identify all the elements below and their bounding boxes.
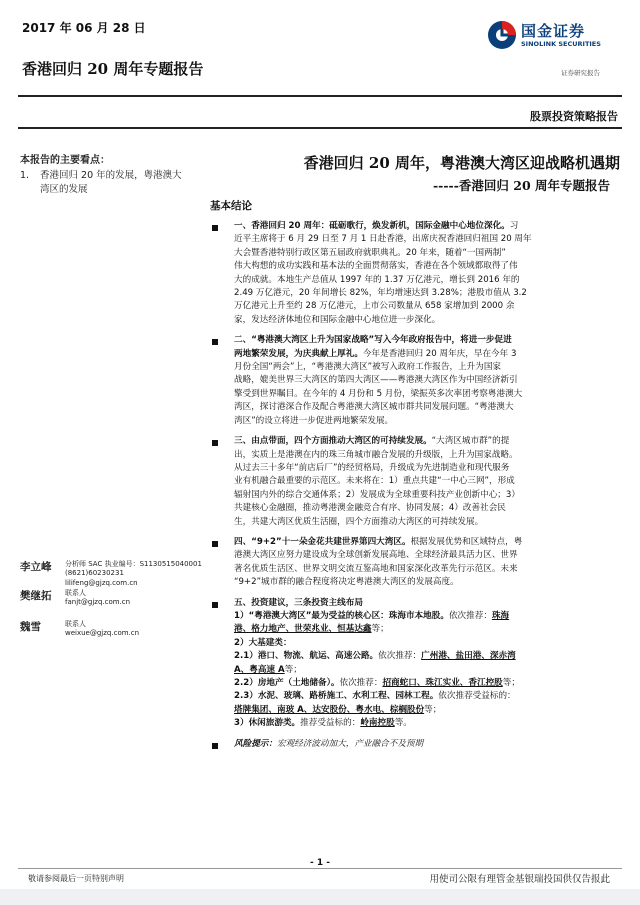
bullet-text: 从过去三十多年“前店后厂”的经贸格局，升级成为先进制造业和现代服务 — [234, 462, 510, 473]
author-sac: 分析师 SAC 执业编号：S1130515040001 — [65, 560, 202, 568]
bullet-text: “大湾区城市群”的提 — [431, 436, 510, 447]
bullet-line — [234, 314, 614, 327]
bullet-text: 习 — [509, 221, 519, 231]
bullet-line — [234, 549, 614, 562]
bullet-text: 塔牌集团、南玻 A、达安股份、粤水电、棕榈股份 — [234, 704, 425, 715]
bullet-line — [234, 247, 614, 260]
bullet-text: 家，发达经济体地位和国际金融中心地位进一步深化。 — [234, 314, 441, 325]
bullet-text: A、粤高速 A — [234, 664, 285, 675]
bullet-text: 1）“粤港澳大湾区”最为受益的核心区：珠海市本地股。 — [234, 610, 449, 621]
bullet-text: 等； — [502, 678, 520, 688]
bullet-text: 著名优质生活区、世界文明交流互鉴高地和国家深化改革先行示范区。未来 — [234, 563, 518, 574]
section-heading: 基本结论 — [210, 200, 252, 212]
bullet-line — [234, 637, 614, 650]
bullet-line — [234, 597, 614, 610]
bullet-line — [234, 690, 614, 703]
bullet-text: 等； — [371, 624, 389, 635]
bullet-text: 2.1）港口、物流、航运、高速公路。 — [234, 651, 379, 662]
bullet-line — [234, 738, 614, 751]
author-email: weixue@gjzq.com.cn — [65, 629, 140, 638]
bullet-line — [234, 502, 614, 515]
bullet-line — [234, 623, 614, 636]
bullet-text: 湾区”的设立将进一步促进两地繁荣发展。 — [234, 415, 394, 426]
footer-divider — [18, 868, 622, 869]
bullet-text: 3）休闲旅游类。 — [234, 718, 301, 729]
bullet-text: 港澳大湾区应努力建设成为全球创新发展高地、全球经济最具活力区、世界 — [234, 550, 518, 561]
bullet-line — [234, 415, 614, 428]
bullet-text: 等。 — [394, 718, 412, 729]
bullet-text: 出，实质上是港澳在内的珠三角城市融合发展的升级版，上升为国家战略。 — [234, 449, 518, 460]
bullet-text: 2）大基建类： — [234, 637, 292, 648]
bullet-line — [234, 536, 614, 549]
author-name: 樊继拓 — [20, 590, 52, 602]
bullet-line — [234, 664, 614, 677]
conclusion-bullet — [210, 597, 614, 731]
footer-disclaimer: 敬请参阅最后一页特别声明 — [28, 874, 124, 883]
bullet-line — [234, 650, 614, 663]
bullet-text: 岭南控股 — [360, 718, 395, 729]
bullet-line — [234, 388, 614, 401]
bullet-line — [234, 334, 614, 347]
bullet-line — [234, 220, 614, 233]
conclusion-bullet — [210, 738, 614, 751]
author-role: 联系人 — [65, 589, 86, 597]
main-title: 香港回归 20 周年，粤港澳大湾区迎战略机遇期 — [303, 154, 620, 172]
header-divider-2 — [18, 127, 622, 129]
bullet-line — [234, 233, 614, 246]
main-subtitle: -----香港回归 20 周年专题报告 — [432, 178, 610, 193]
conclusion-bullet — [210, 334, 614, 428]
bullet-text: 擎受到世界瞩目。在今年的 4 月份和 5 月份，梁振英多次率团考察粤港澳大 — [234, 388, 523, 399]
bullet-text: 宏观经济波动加大，产业融合不及预期 — [276, 738, 424, 749]
bullet-text: 辐射国内外的综合交通体系；2）发展成为全球重要科技产业创新中心；3） — [234, 489, 520, 500]
sidebar-item — [20, 169, 188, 198]
bullet-line — [234, 260, 614, 273]
bullet-text: 湾区，探讨港深合作及配合粤港澳大湾区城市群共同发展问题。“粤港澳大 — [234, 402, 514, 413]
bullet-line — [234, 610, 614, 623]
bullet-text: 依次推荐： — [378, 651, 422, 662]
bullet-text: 珠海 — [491, 610, 510, 621]
bullet-text: 近平主席将于 6 月 29 日至 7 月 1 日赴香港，出席庆祝香港回归祖国 20 周年 — [234, 234, 532, 245]
bullet-text: 五、投资建议，三条投资主线布局 — [234, 597, 363, 608]
bullet-line — [234, 449, 614, 462]
author-email: fanjt@gjzq.com.cn — [65, 598, 131, 607]
bullet-text: 风险提示： — [234, 738, 277, 749]
bullet-text: 等； — [284, 664, 302, 675]
bullet-text: 生，共建大湾区优质生活圈，四个方面推动大湾区的可持续发展。 — [234, 516, 484, 527]
bullet-text: 2.49 万亿港元，20 年间增长 82%，年均增速达到 3.28%；港股市值从 3.2 — [234, 288, 527, 299]
bullet-line — [234, 576, 614, 589]
bullet-line — [234, 401, 614, 414]
bullet-text: 根据发展优势和区域特点，粤 — [410, 536, 523, 547]
bullet-text: “9+2”城市群的融合程度将决定粤港澳大湾区的发展高度。 — [234, 577, 459, 588]
bullet-line — [234, 677, 614, 690]
report-topic: 香港回归 20 周年专题报告 — [22, 60, 204, 78]
bullet-line — [234, 348, 614, 361]
conclusion-bullet — [210, 435, 614, 529]
conclusion-bullet — [210, 536, 614, 590]
bullet-text: 依次推荐： — [448, 610, 492, 621]
bullet-text: 2.2）房地产（土地储备）。 — [234, 678, 340, 688]
author-info — [65, 589, 130, 608]
author-name: 李立峰 — [20, 561, 52, 573]
company-logo — [487, 18, 617, 60]
sidebar-item-num: 1. — [20, 169, 30, 181]
bullet-text: 三、由点带面，四个方面推动大湾区的可持续发展。 — [234, 436, 432, 447]
sidebar-title: 本报告的主要看点： — [20, 155, 110, 166]
bullet-line — [234, 462, 614, 475]
bullet-text: 伟大构想的成功实践和基本法的全面贯彻落实，香港在各个领域都取得了伟 — [234, 261, 518, 272]
author-role: 联系人 — [65, 620, 86, 628]
bullet-text: 招商蛇口、珠江实业、香江控股 — [382, 678, 503, 688]
bullet-line — [234, 704, 614, 717]
footer-watermark: 用使司公限有理管金基银瑞投国供仅告报此 — [429, 874, 610, 885]
bullet-text: 二、“粤港澳大湾区上升为国家战略”写入今年政府报告中，将进一步促进 — [234, 335, 512, 346]
author-info — [65, 620, 139, 639]
report-type: 股票投资策略报告 — [530, 110, 618, 123]
bullet-text: 共建核心金融圈，推动粤港澳金融竞合有序、协同发展；4）改善社会民 — [234, 503, 506, 514]
bullet-text: 港、格力地产、世荣兆业、恒基达鑫 — [234, 624, 372, 635]
bullet-text: 大的成就。本地生产总值从 1997 年的 1.37 万亿港元，增长到 2016 年的 — [234, 274, 520, 285]
header-divider — [18, 95, 622, 97]
bullet-text: 万亿港元上升至约 28 万亿港元，上市公司数量从 658 家增加到 2000 余 — [234, 301, 515, 312]
bullet-text: 等； — [424, 704, 442, 715]
page-number: - 1 - — [310, 858, 330, 868]
bullet-text: 大会暨香港特别行政区第五届政府就职典礼。20 年来，随着“一国两制” — [234, 247, 506, 258]
author-email: lilifeng@gjzq.com.cn — [65, 578, 138, 587]
bullet-text: 推荐受益标的： — [300, 718, 361, 729]
bullet-text: 广州港、盐田港、深赤湾 — [421, 651, 516, 662]
author-phone: (8621)60230231 — [65, 569, 124, 578]
bullet-text: 依次推荐： — [339, 678, 383, 688]
bullet-text: 依次推荐受益标的： — [438, 691, 516, 702]
sidebar-highlights — [20, 153, 188, 198]
bullet-text: 战略，媲美世界三大湾区的第四大湾区——粤港澳大湾区作为中国经济新引 — [234, 375, 518, 386]
footer-bar — [0, 889, 640, 905]
bullet-line — [234, 361, 614, 374]
conclusion-list — [210, 220, 614, 758]
bullet-line — [234, 274, 614, 287]
report-date: 2017 年 06 月 28 日 — [22, 21, 146, 35]
author-name: 魏雪 — [20, 621, 41, 633]
bullet-text: 2.3）水泥、玻璃、路桥施工、水利工程、园林工程。 — [234, 691, 439, 702]
bullet-text: 月份全国“两会”上，“粤港澳大湾区”被写入政府工作报告，上升为国家 — [234, 362, 502, 373]
bullet-text: 业有机融合最重要的示范区。未来将在：1）重点共建“一中心三网”，形成 — [234, 476, 515, 487]
bullet-text: 四、“9+2”十一朵金花共建世界第四大湾区。 — [234, 536, 411, 547]
bullet-line — [234, 516, 614, 529]
author-info — [65, 560, 202, 588]
bullet-text: 今年是香港回归 20 周年庆，早在今年 3 — [362, 348, 517, 359]
bullet-text: 一、香港回归 20 周年：砥砺歌行，焕发新机，国际金融中心地位深化。 — [234, 221, 510, 231]
conclusion-bullet — [210, 220, 614, 327]
sidebar-item-text: 香港回归 20 年的发展，粤港澳大湾区的发展 — [40, 169, 182, 196]
logo-text-cn: 国金证券 — [521, 22, 586, 40]
bullet-line — [234, 374, 614, 387]
logo-text-en: SINOLINK SECURITIES — [521, 40, 601, 48]
logo-subtitle: 证券研究报告 — [561, 69, 600, 77]
bullet-line — [234, 563, 614, 576]
bullet-line — [234, 435, 614, 448]
bullet-line — [234, 300, 614, 313]
bullet-text: 两地繁荣发展，为庆典献上厚礼。 — [234, 348, 363, 359]
bullet-line — [234, 475, 614, 488]
bullet-line — [234, 287, 614, 300]
logo-mark-icon — [487, 20, 517, 50]
bullet-line — [234, 489, 614, 502]
bullet-line — [234, 717, 614, 730]
